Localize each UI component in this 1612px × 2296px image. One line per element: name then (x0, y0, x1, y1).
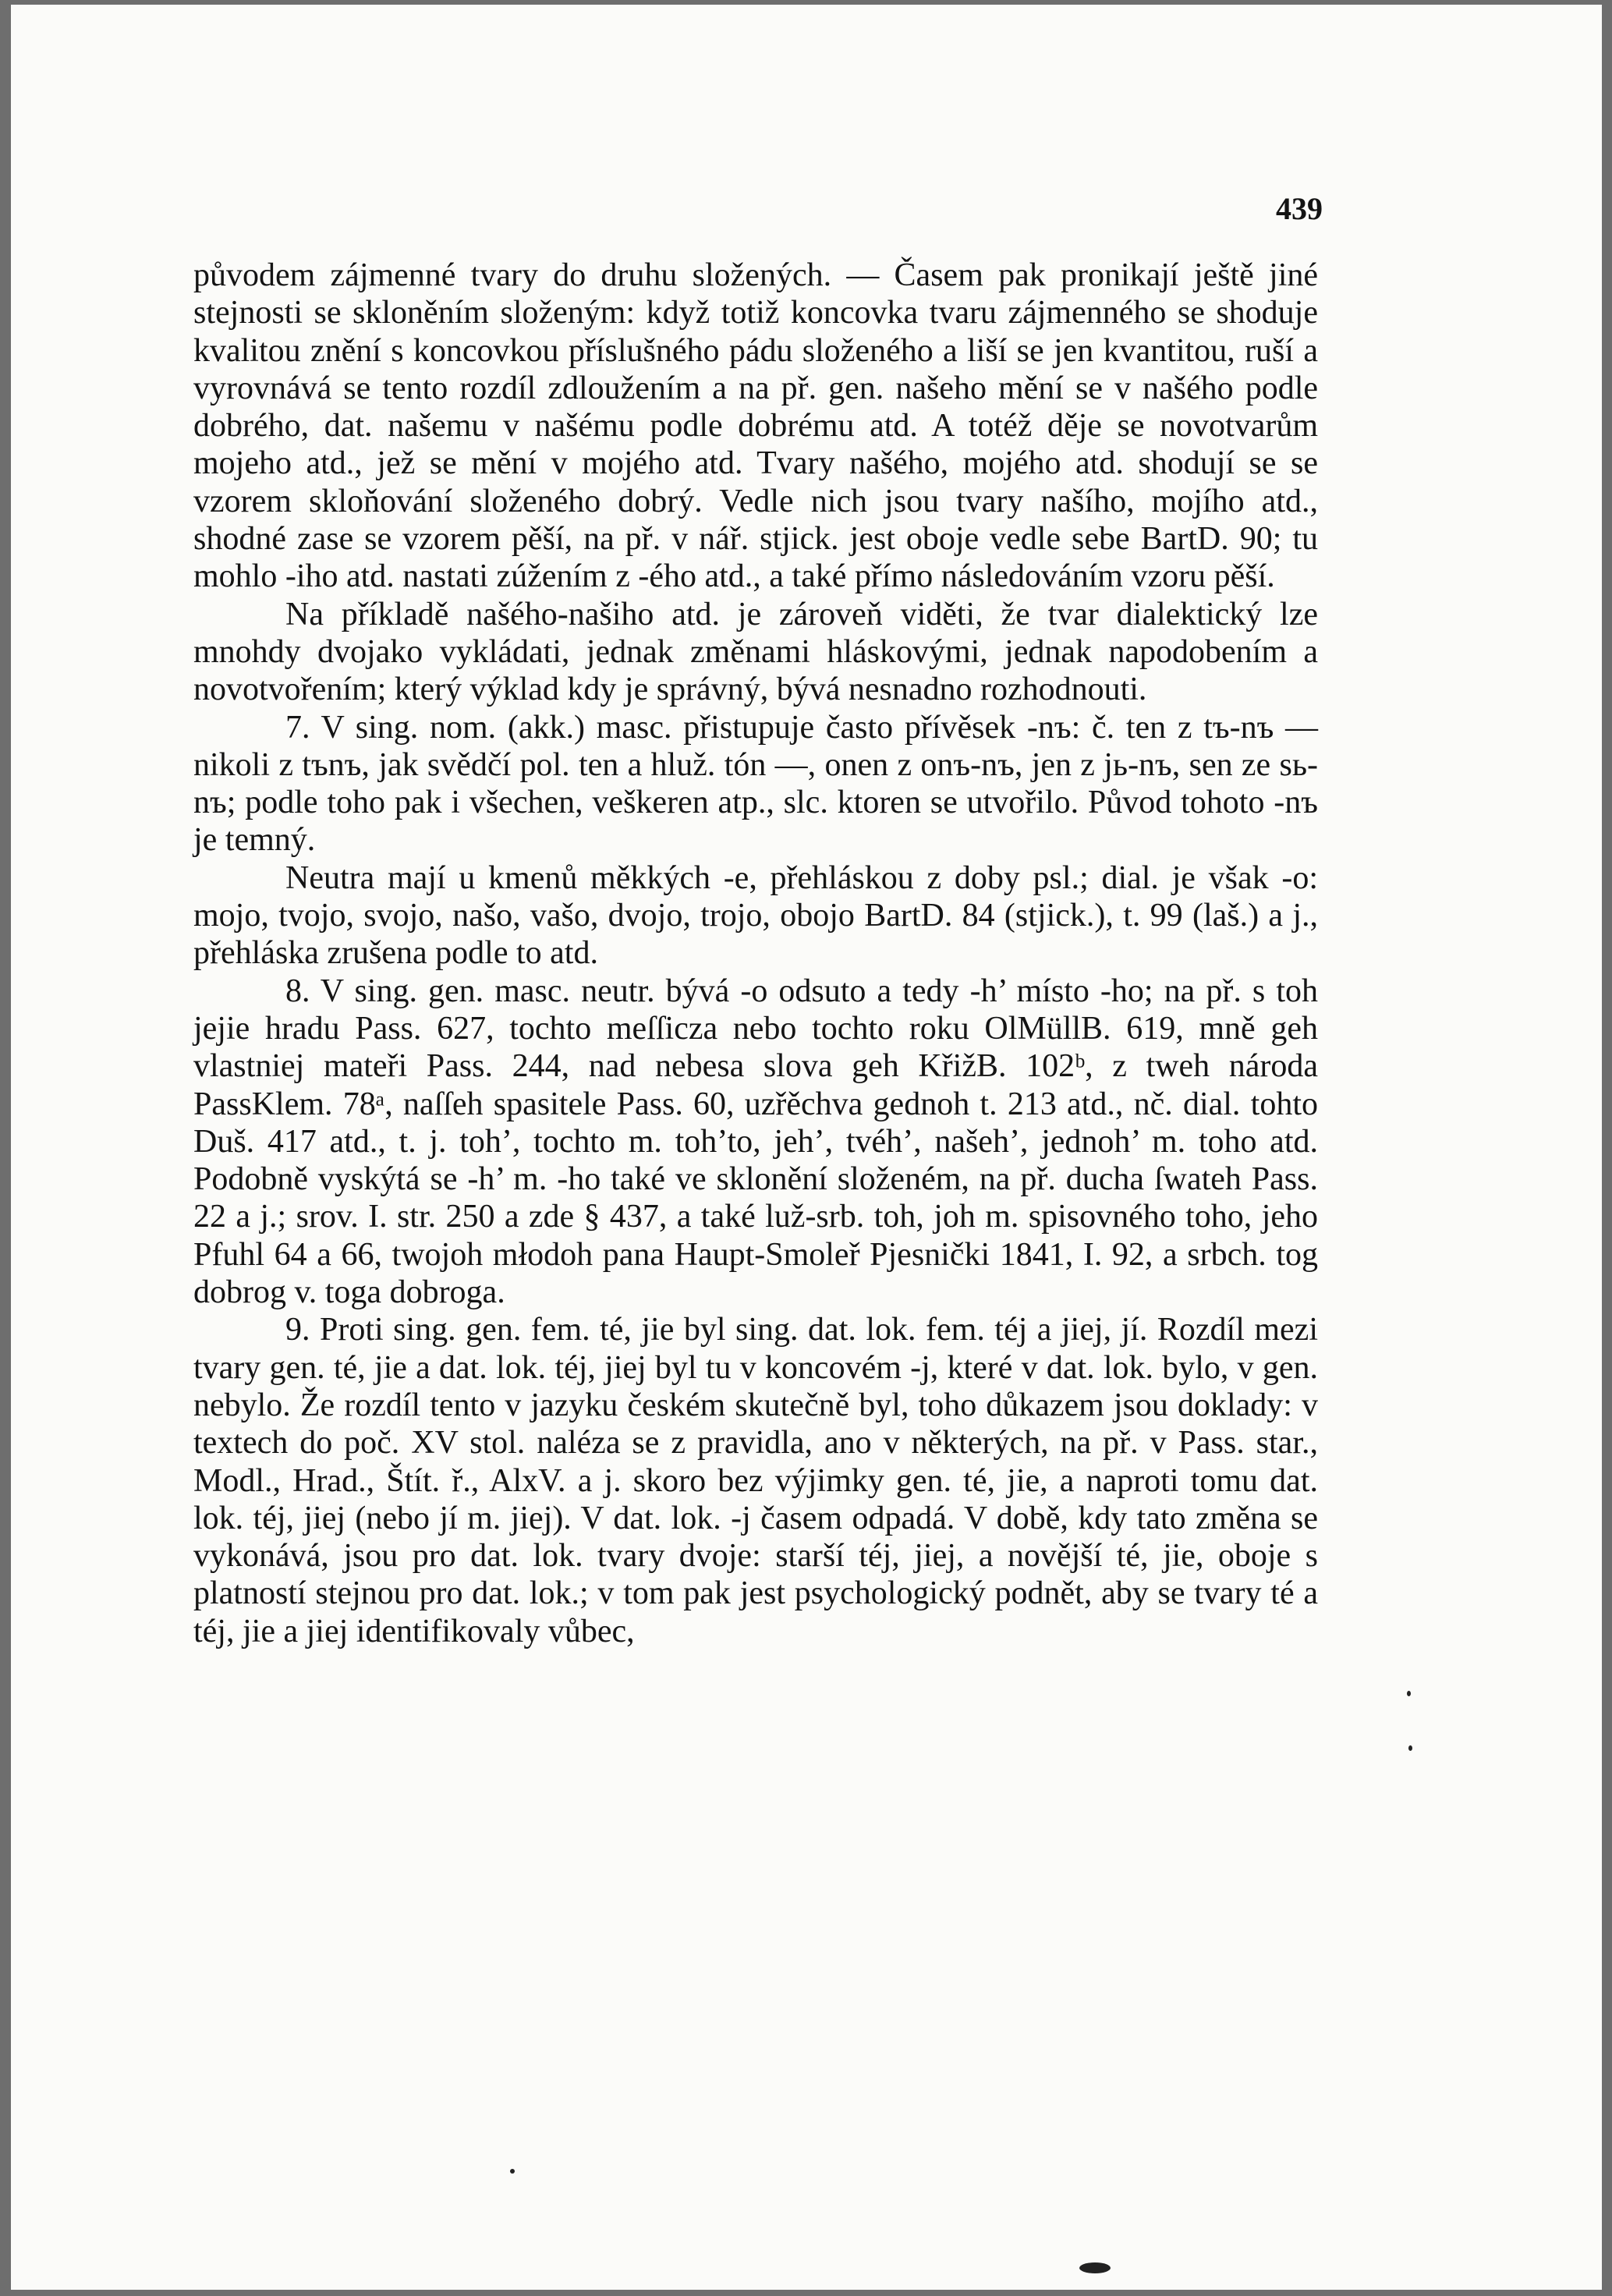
book-page (11, 5, 1602, 2290)
paragraph-5-section-8: 8. V sing. gen. masc. neutr. bývá -o odsuto a tedy -h’ místo -ho; na př. s toh jejie hradu Pass. 627, tochto meſſicza nebo tochto roku OlMüllB. 619, mně geh vlastniej mateři Pass. 244, nad nebesa slova geh KřižB. 102ᵇ, z tweh národa PassKlem. 78ᵃ, naſſeh spasitele Pass. 60, uzřěchva gednoh t. 213 atd., nč. dial. tohto Duš. 417 atd., t. j. toh’, tochto m. toh’to, jeh’, tvéh’, našeh’, jednoh’ m. toho atd. Podobně vyskýtá se -h’ m. -ho také ve sklonění složeném, na př. ducha ſwateh Pass. 22 a j.; srov. I. str. 250 a zde § 437, a také luž-srb. toh, joh m. spisovného toho, jeho Pfuhl 64 a 66, twojoh młodoh pana Haupt-Smoleř Pjesnički 1841, I. 92, a srbch. tog dobrog v. toga dobroga. (193, 973, 1318, 1311)
paragraph-1: původem zájmenné tvary do druhu složených. — Časem pak pronikají ještě jiné stejnosti se skloněním složeným: když totiž koncovka tvaru zájmenného se shoduje kvalitou znění s koncovkou příslušného pádu složeného a liší se jen kvantitou, ruší a vyrovnává se tento rozdíl zdloužením a na př. gen. našeho mění se v našého podle dobrého, dat. našemu v našému podle dobrému atd. A totéž děje se novotvarům mojeho atd., jež se mění v mojého atd. Tvary našého, mojého atd. shodují se se vzorem skloňování složeného dobrý. Vedle nich jsou tvary našího, mojího atd., shodné zase se vzorem pěší, na př. v nář. stjick. jest oboje vedle sebe BartD. 90; tu mohlo -iho atd. nastati zúžením z -ého atd., a také přímo následováním vzoru pěší. (193, 257, 1318, 595)
scan-speck (1408, 1745, 1412, 1751)
body-text (193, 257, 1318, 1650)
paragraph-4: Neutra mají u kmenů měkkých -e, přehláskou z doby psl.; dial. je však -o: mojo, tvojo, svojo, našo, vašo, dvojo, trojo, obojo BartD. 84 (stjick.), t. 99 (laš.) a j., přehláska zrušena podle to atd. (193, 859, 1318, 972)
scan-speck (1407, 1691, 1411, 1696)
paragraph-3-section-7: 7. V sing. nom. (akk.) masc. přistupuje často přívěsek -nъ: č. ten z tъ-nъ — nikoli z tъnъ, jak svědčí pol. ten a hluž. tón —, onen z onъ-nъ, jen z jь-nъ, sen ze sь-nъ; podle toho pak i všechen, veškeren atp., slc. ktoren se utvořilo. Původ tohoto -nъ je temný. (193, 709, 1318, 859)
page-number: 439 (1276, 191, 1323, 226)
paragraph-6-section-9: 9. Proti sing. gen. fem. té, jie byl sing. dat. lok. fem. téj a jiej, jí. Rozdíl mezi tvary gen. té, jie a dat. lok. téj, jiej byl tu v koncovém -j, které v dat. lok. bylo, v gen. nebylo. Že rozdíl tento v jazyku českém skutečně byl, toho důkazem jsou doklady: v textech do poč. XV stol. naléza se z pravidla, ano v některých, na př. v Pass. star., Modl., Hrad., Štít. ř., AlxV. a j. skoro bez výjimky gen. té, jie, a naproti tomu dat. lok. téj, jiej (nebo jí m. jiej). V dat. lok. -j časem odpadá. V době, kdy tato změna se vykonává, jsou pro dat. lok. tvary dvoje: starší téj, jiej, a novější té, jie, oboje s platností stejnou pro dat. lok.; v tom pak jest psychologický podnět, aby se tvary té a téj, jie a jiej identifikovaly vůbec, (193, 1312, 1318, 1649)
scan-speck (510, 2169, 515, 2174)
paragraph-2: Na příkladě našého-našiho atd. je zároveň viděti, že tvar dialektický lze mnohdy dvojako vykládati, jednak změnami hláskovými, jednak napodobením a novotvořením; který výklad kdy je správný, bývá nesnadno rozhodnouti. (193, 596, 1318, 708)
scan-speck (1079, 2262, 1111, 2273)
